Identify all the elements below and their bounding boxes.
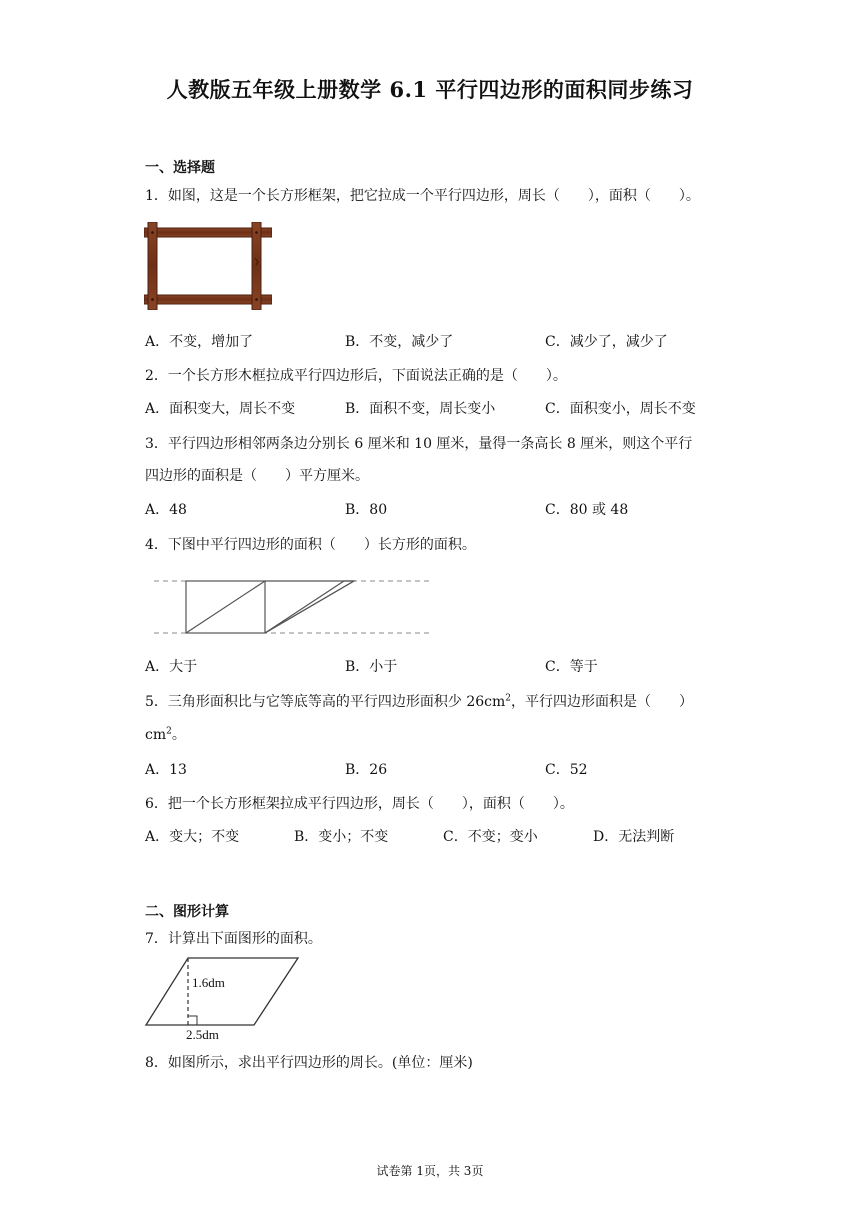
- question-7-text: 7．计算出下面图形的面积。: [145, 931, 322, 947]
- question-3-option-b: B．80: [345, 502, 388, 518]
- question-1-option-c: C．减少了，减少了: [545, 334, 668, 350]
- question-5-option-b: B．26: [345, 762, 388, 778]
- question-6-option-c: C．不变；变小: [443, 829, 538, 845]
- question-2-option-b: B．面积不变，周长变小: [345, 401, 496, 417]
- question-3-text-line2: 四边形的面积是（ ）平方厘米。: [145, 468, 369, 484]
- parallelogram-area-figure: [142, 954, 302, 1044]
- rectangle-frame-image: [144, 222, 272, 314]
- question-5-option-c: C．52: [545, 762, 588, 778]
- question-5-text-line1: 5．三角形面积比与它等底等高的平行四边形面积少 $26cm^2$，平行四边形面积是（ ）: [145, 693, 694, 710]
- question-4-option-a: A．大于: [145, 659, 198, 675]
- question-5-option-a: A．13: [145, 762, 187, 778]
- question-4-option-b: B．小于: [345, 659, 398, 675]
- section-heading-choice: 一、选择题: [145, 160, 215, 176]
- page-footer: 试卷第 1页，共 3页: [376, 1164, 484, 1178]
- rectangle-vs-parallelogram-figure: [150, 574, 435, 644]
- question-2-text: 2．一个长方形木框拉成平行四边形后，下面说法正确的是（ ）。: [145, 368, 567, 384]
- question-4-option-c: C．等于: [545, 659, 598, 675]
- question-3-option-c: C．80 或 48: [545, 502, 629, 518]
- section-heading-calculation: 二、图形计算: [145, 904, 229, 920]
- question-3-option-a: A．48: [145, 502, 187, 518]
- question-6-option-b: B．变小；不变: [294, 829, 389, 845]
- height-label: 1.6dm: [192, 975, 225, 990]
- question-2-option-a: A．面积变大，周长不变: [145, 401, 296, 417]
- question-6-text: 6．把一个长方形框架拉成平行四边形，周长（ ），面积（ ）。: [145, 796, 574, 812]
- question-3-text-line1: 3．平行四边形相邻两条边分别长 6 厘米和 10 厘米，量得一条高长 8 厘米，则这个平行: [145, 436, 693, 452]
- page-title: 人教版五年级上册数学 6.1 平行四边形的面积同步练习: [166, 77, 694, 102]
- question-8-text: 8．如图所示，求出平行四边形的周长。(单位：厘米): [145, 1055, 473, 1071]
- question-6-option-a: A．变大；不变: [145, 829, 240, 845]
- base-label: 2.5dm: [186, 1027, 219, 1042]
- question-1-text: 1．如图，这是一个长方形框架，把它拉成一个平行四边形，周长（ ），面积（ ）。: [145, 188, 700, 204]
- question-5-text-line2: $cm^2$。: [145, 726, 186, 743]
- question-1-option-b: B．不变，减少了: [345, 334, 454, 350]
- question-1-option-a: A．不变，增加了: [145, 334, 254, 350]
- question-2-option-c: C．面积变小，周长不变: [545, 401, 696, 417]
- question-6-option-d: D．无法判断: [593, 829, 675, 845]
- question-4-text: 4．下图中平行四边形的面积（ ）长方形的面积。: [145, 537, 476, 553]
